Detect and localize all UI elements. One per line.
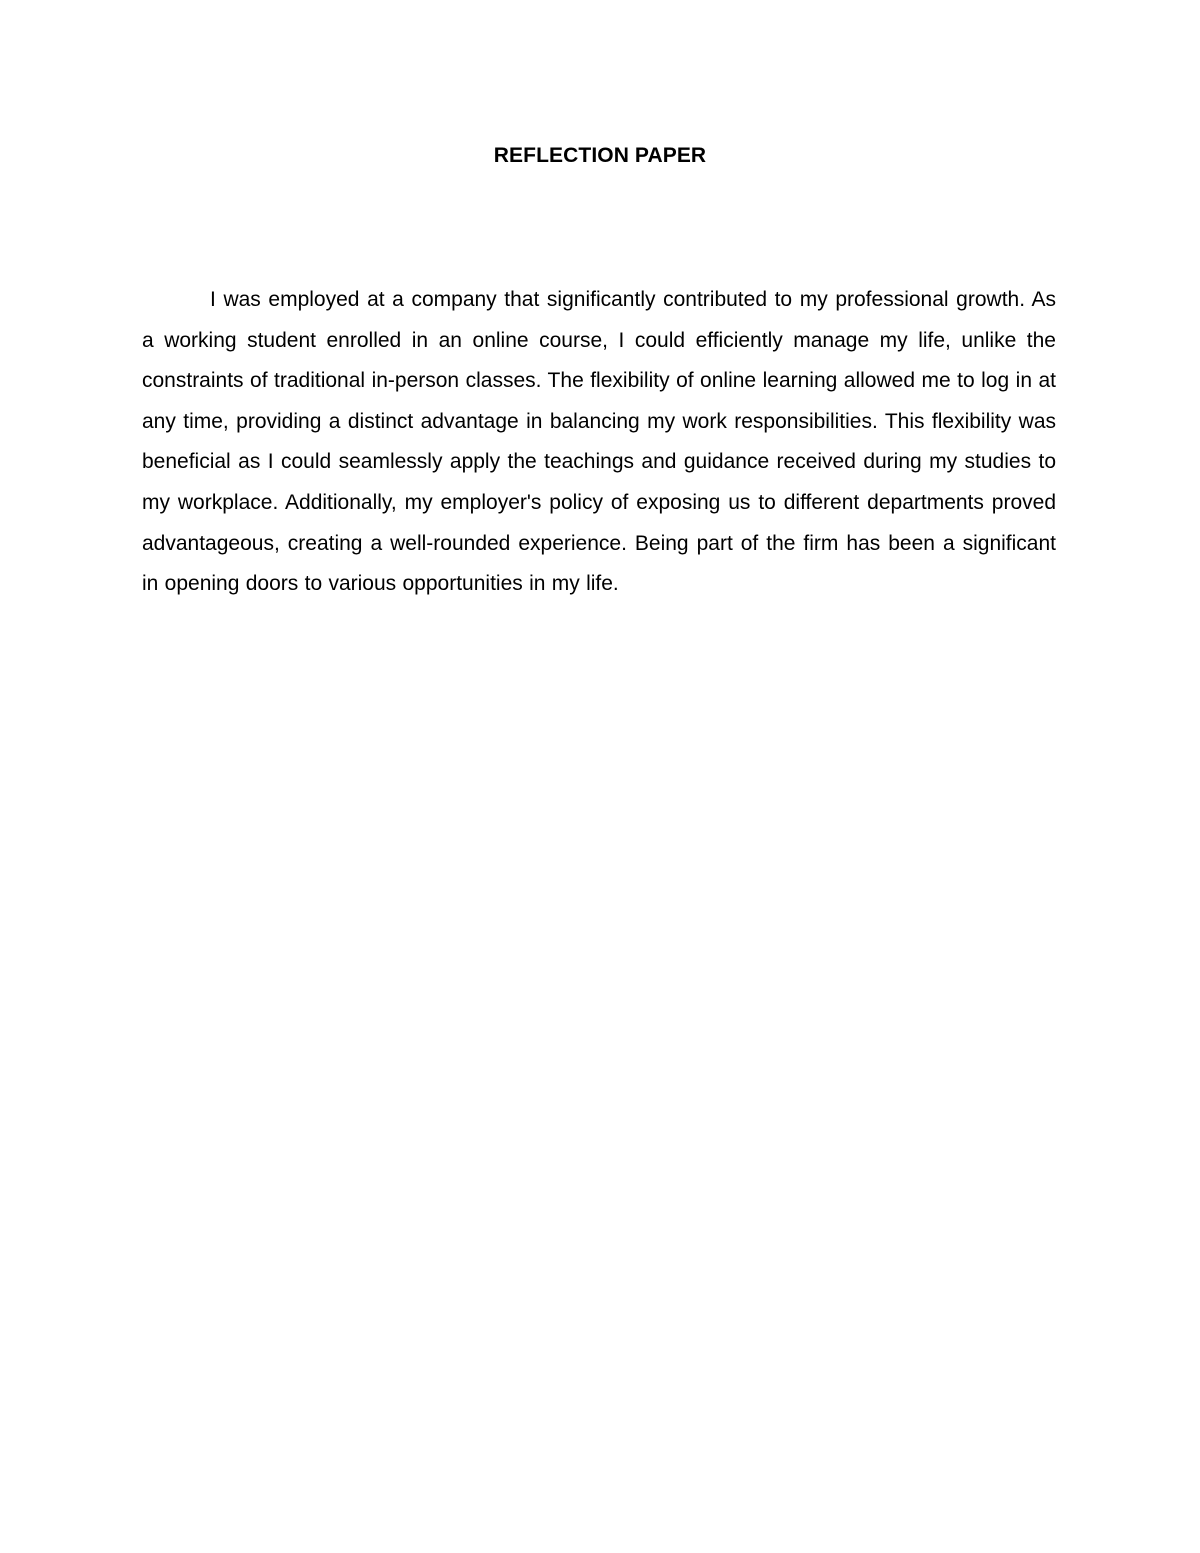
body-paragraph: I was employed at a company that significantly contributed to my professional growth. As a working student enrolled in an online course, I could efficiently manage my life, unlike the constraints of traditional in-person classes. The flexibility of online learning allowed me to log in at any time, providing a distinct advantage in balancing my work responsibilities. This flexibility was beneficial as I could seamlessly apply the teachings and guidance received during my studies to my workplace. Additionally, my employer's policy of exposing us to different departments proved advantageous, creating a well-rounded experience. Being part of the firm has been a significant in opening doors to various opportunities in my life. [142, 288, 1056, 596]
page-title: REFLECTION PAPER [493, 144, 707, 167]
